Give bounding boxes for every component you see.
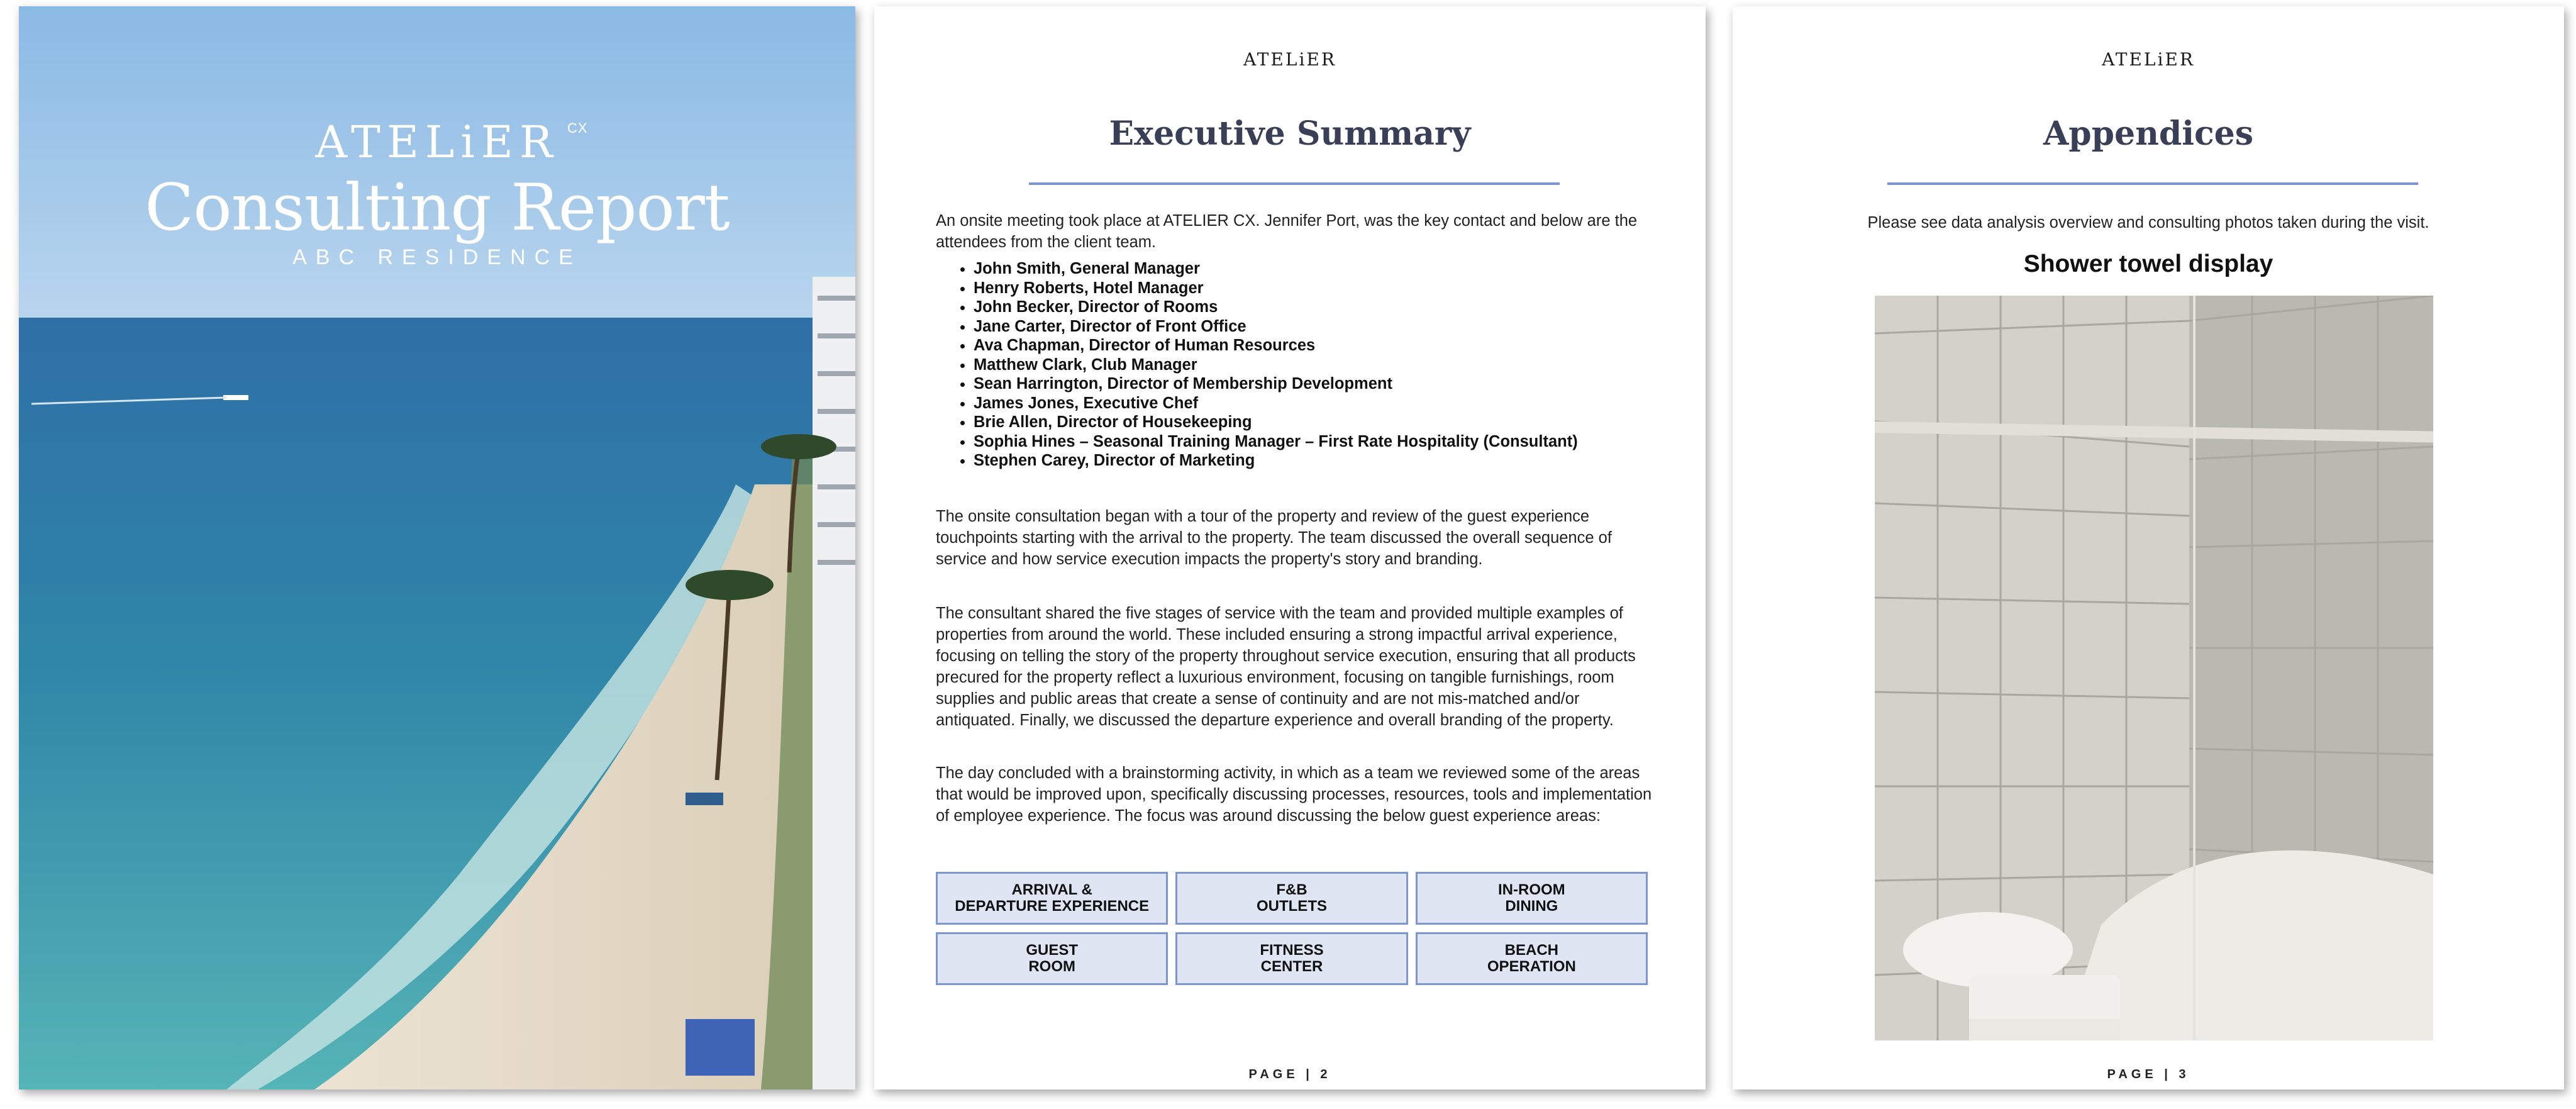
experience-areas-grid: [936, 872, 1648, 985]
list-item: • Sean Harrington, Director of Membership Development: [974, 374, 1578, 394]
page-title: Executive Summary: [1109, 114, 1471, 153]
cover-brand-superscript: CX: [567, 120, 588, 136]
list-item: • Henry Roberts, Hotel Manager: [974, 279, 1578, 298]
page-number: PAGE | 2: [1248, 1067, 1331, 1081]
cover-title: Consulting Report: [145, 170, 730, 245]
area-box-beach: BEACH OPERATION: [1416, 932, 1648, 985]
list-item: • Brie Allen, Director of Housekeeping: [974, 413, 1578, 432]
stages-paragraph: The consultant shared the five stages of service with the team and provided multiple examples of properties from around the world. These included ensuring a strong impactful arrival experience, focusing on telling the story of the property throughout service execution, ensuring that all products precured for the property reflect a luxurious environment, focusing on tangible furnishings, room supplies and public areas that create a sense of continuity and are not mis-matched and/or antiquated. Finally, we discussed the departure experience and overall branding of the property.: [936, 605, 1636, 729]
area-box-fitness: FITNESS CENTER: [1175, 932, 1407, 985]
cover-subtitle: ABC RESIDENCE: [292, 245, 582, 270]
photo-caption-title: Shower towel display: [2023, 250, 2273, 277]
appendices-page: [1733, 6, 2564, 1089]
list-item: • Ava Chapman, Director of Human Resources: [974, 336, 1578, 355]
list-item: • Matthew Clark, Club Manager: [974, 355, 1578, 375]
list-item: • Sophia Hines – Seasonal Training Manager – First Rate Hospitality (Consultant): [974, 432, 1578, 452]
title-divider: [1887, 182, 2418, 185]
appendix-intro: Please see data analysis overview and consulting photos taken during the visit.: [1867, 214, 2429, 231]
intro-paragraph: An onsite meeting took place at ATELIER CX. Jennifer Port, was the key contact and below are the attendees from the client team.: [936, 212, 1638, 251]
list-item: • John Smith, General Manager: [974, 259, 1578, 279]
list-item: • John Becker, Director of Rooms: [974, 298, 1578, 317]
cover-brand-logo: [315, 116, 588, 168]
list-item: • Stephen Carey, Director of Marketing: [974, 451, 1578, 471]
area-box-arrival: ARRIVAL & DEPARTURE EXPERIENCE: [936, 872, 1168, 925]
executive-summary-page: [874, 6, 1706, 1089]
cover-brand-text: ATELiER: [315, 116, 559, 168]
page-title: Appendices: [2043, 114, 2254, 153]
area-box-fnb: F&B OUTLETS: [1175, 872, 1407, 925]
page-logo: ATELiER: [2102, 49, 2195, 70]
consultation-paragraph: The onsite consultation began with a tour of the property and review of the guest experience touchpoints starting with the arrival to the property. The team discussed the overall sequence of service and how service execution impacts the property's story and branding.: [936, 508, 1612, 568]
cover-title-block: [19, 116, 855, 270]
list-item: • Jane Carter, Director of Front Office: [974, 317, 1578, 337]
shower-towel-photo: [1875, 296, 2433, 1040]
area-box-in-room-dining: IN-ROOM DINING: [1416, 872, 1648, 925]
brainstorm-paragraph: The day concluded with a brainstorming activity, in which as a team we reviewed some of the areas that would be improved upon, specifically discussing processes, resources, tools and implementation of employee experience. The focus was around discussing the below guest experience areas:: [936, 764, 1652, 825]
list-item: • James Jones, Executive Chef: [974, 394, 1578, 413]
cover-page: [19, 6, 855, 1089]
page-number: PAGE | 3: [2107, 1067, 2190, 1081]
attendee-list: [936, 259, 1578, 471]
page-logo: ATELiER: [1243, 49, 1336, 70]
title-divider: [1029, 182, 1560, 185]
area-box-guest-room: GUEST ROOM: [936, 932, 1168, 985]
